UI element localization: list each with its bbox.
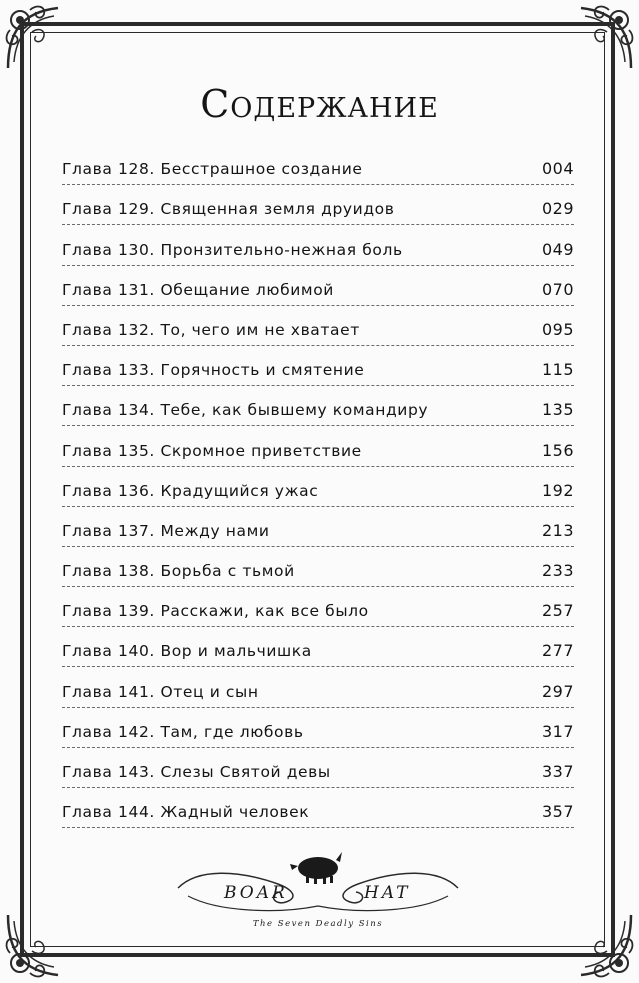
toc-row <box>62 346 574 386</box>
toc-row <box>62 507 574 547</box>
ornament-corner-icon <box>2 2 74 74</box>
toc-chapter-title: Глава 128. Бесстрашное создание <box>62 160 363 179</box>
toc-chapter-title: Глава 134. Тебе, как бывшему командиру <box>62 401 429 420</box>
toc-chapter-title: Глава 136. Крадущийся ужас <box>62 481 319 500</box>
toc-page-number: 156 <box>541 440 574 460</box>
toc-chapter-title: Глава 130. Пронзительно-нежная боль <box>62 240 403 259</box>
publisher-logo <box>168 848 468 934</box>
ornament-corner-icon <box>565 2 637 74</box>
ornament-corner-icon <box>2 909 74 981</box>
toc-chapter-title: Глава 137. Между нами <box>62 521 270 540</box>
ornament-corner-icon <box>565 909 637 981</box>
toc-page-number: 192 <box>541 480 574 500</box>
toc-row <box>62 266 574 306</box>
toc-page-number: 213 <box>541 520 574 540</box>
page-title: Содержание <box>200 82 439 126</box>
toc-page-number: 115 <box>541 360 574 380</box>
toc-chapter-title: Глава 143. Слезы Святой девы <box>62 763 331 781</box>
toc-chapter-title: Глава 144. Жадный человек <box>62 803 310 822</box>
toc-row <box>62 587 574 627</box>
toc-row <box>62 788 574 828</box>
toc-page-number: 135 <box>541 400 574 420</box>
toc-chapter-title: Глава 139. Расскажи, как все было <box>62 602 369 621</box>
toc-chapter-title: Глава 141. Отец и сын <box>62 682 259 701</box>
toc-row <box>62 426 574 466</box>
logo-left-word: BOAR <box>224 883 288 903</box>
toc-page-number: 317 <box>541 721 574 741</box>
toc-chapter-title: Глава 131. Обещание любимой <box>62 280 334 299</box>
toc-page-number: 337 <box>541 762 574 781</box>
toc-page-number: 049 <box>541 239 574 259</box>
toc-page-number: 297 <box>541 681 574 701</box>
toc-chapter-title: Глава 129. Священная земля друидов <box>62 200 395 219</box>
toc-chapter-title: Глава 142. Там, где любовь <box>62 722 304 741</box>
toc-row <box>62 708 574 748</box>
toc-row <box>62 547 574 587</box>
toc-page-number: 277 <box>541 641 574 661</box>
toc-page-number: 233 <box>541 561 574 581</box>
toc-chapter-title: Глава 135. Скромное приветствие <box>62 441 362 460</box>
toc-row <box>62 748 574 788</box>
toc-row <box>62 627 574 667</box>
toc-row <box>62 667 574 707</box>
toc-row <box>62 467 574 507</box>
toc-page-number: 004 <box>541 159 574 179</box>
toc-page-number: 357 <box>541 802 574 822</box>
toc-row <box>62 386 574 426</box>
toc-chapter-title: Глава 132. То, чего им не хватает <box>62 320 360 339</box>
toc-page-number: 095 <box>541 319 574 339</box>
boar-icon <box>290 852 342 884</box>
toc-chapter-title: Глава 138. Борьба с тьмой <box>62 562 295 581</box>
toc-chapter-title: Глава 133. Горячность и смятение <box>62 361 365 380</box>
toc-row <box>62 225 574 265</box>
logo-subtitle: The Seven Deadly Sins <box>252 919 384 929</box>
toc-page-number: 029 <box>541 199 574 219</box>
toc-row <box>62 306 574 346</box>
toc-row <box>62 185 574 225</box>
toc-page-number: 070 <box>541 279 574 299</box>
logo-right-word: HAT <box>364 883 411 903</box>
table-of-contents <box>62 145 574 828</box>
toc-chapter-title: Глава 140. Вор и мальчишка <box>62 642 312 661</box>
toc-row <box>62 145 574 185</box>
toc-page-number: 257 <box>541 601 574 621</box>
